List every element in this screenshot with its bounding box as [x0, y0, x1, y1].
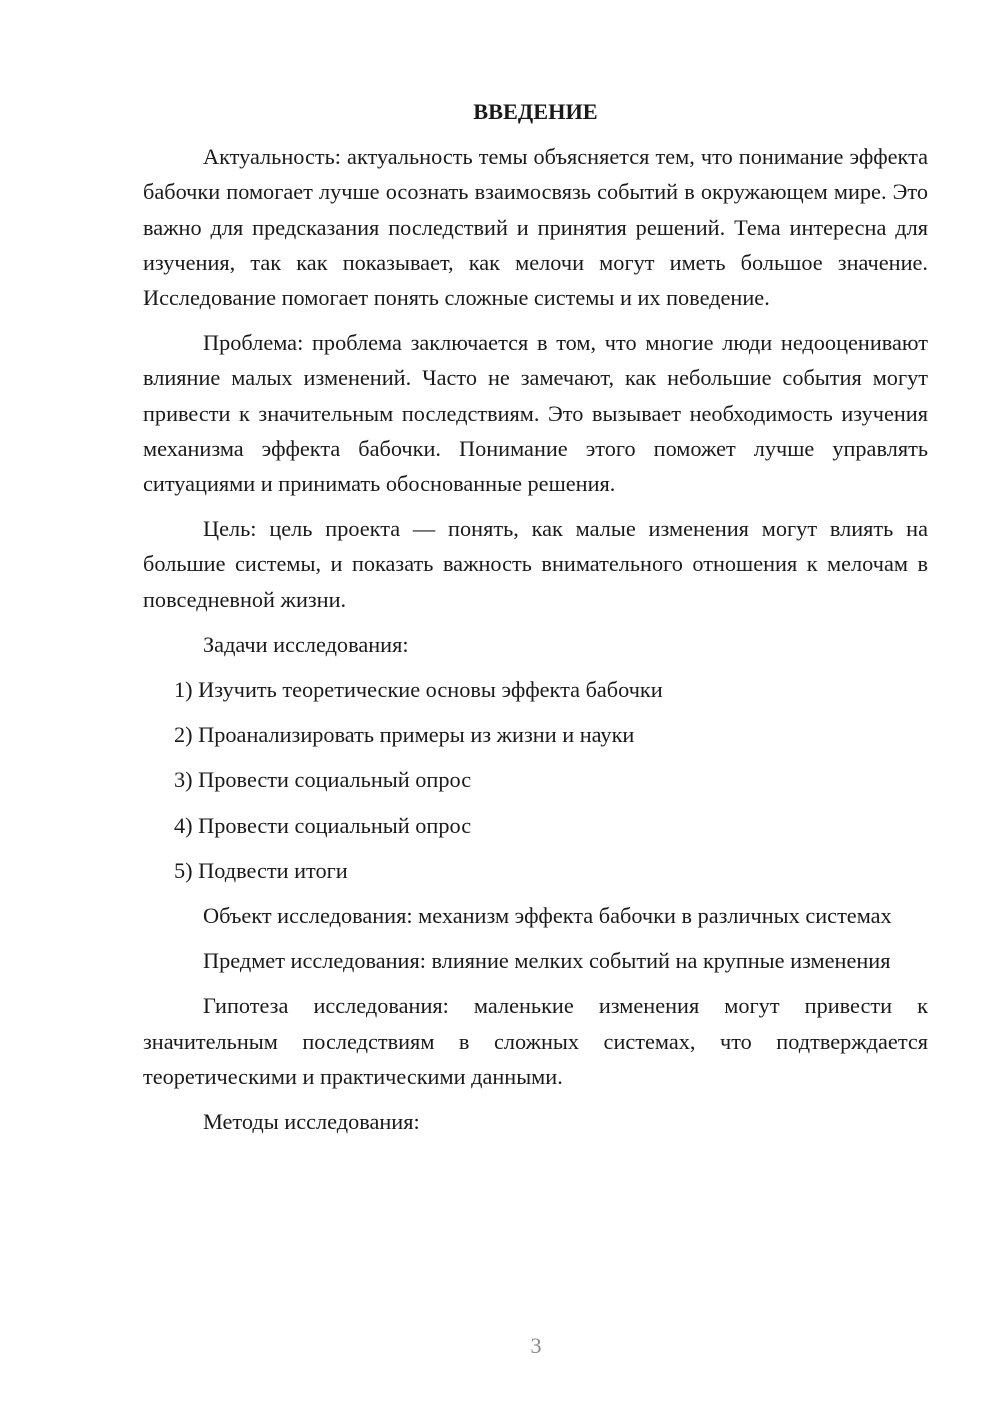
- page-content: [143, 94, 928, 1149]
- page-number: 3: [530, 1333, 542, 1358]
- task-item: 5) Подвести итоги: [174, 857, 348, 883]
- object-paragraph: Объект исследования: механизм эффекта бабочки в различных системах: [203, 903, 892, 929]
- task-item: 4) Провести социальный опрос: [174, 812, 472, 838]
- subject-paragraph: Предмет исследования: влияние мелких событий на крупные изменения: [203, 948, 891, 974]
- task-item: 3) Провести социальный опрос: [174, 767, 472, 793]
- relevance-paragraph: Актуальность: актуальность темы объясняется тем, что понимание эффекта бабочки помогает лучше осознать взаимосвязь событий в окружающем мире. Это важно для предсказания последствий и принятия решений. Тема интересна для изучения, так как показывает, как мелочи могут иметь большое значение. Исследование помогает понять сложные системы и их поведение.: [143, 144, 928, 311]
- hypothesis-paragraph: Гипотеза исследования: маленькие изменения могут привести к значительным последствиям в сложных системах, что подтверждается теоретическими и практическими данными.: [143, 993, 928, 1089]
- task-item: 2) Проанализировать примеры из жизни и науки: [174, 722, 635, 748]
- methods-heading: Методы исследования:: [203, 1109, 420, 1135]
- problem-paragraph: Проблема: проблема заключается в том, что многие люди недооценивают влияние малых изменений. Часто не замечают, как небольшие события могут привести к значительным последствиям. Это вызывает необходимость изучения механизма эффекта бабочки. Понимание этого поможет лучше управлять ситуациями и принимать обоснованные решения.: [143, 330, 928, 497]
- goal-paragraph: Цель: цель проекта — понять, как малые изменения могут влиять на большие системы, и показать важность внимательного отношения к мелочам в повседневной жизни.: [143, 516, 928, 612]
- section-title: ВВЕДЕНИЕ: [473, 99, 598, 124]
- task-item: 1) Изучить теоретические основы эффекта бабочки: [174, 677, 663, 703]
- tasks-heading: Задачи исследования:: [203, 631, 409, 657]
- tasks-list: [143, 672, 928, 888]
